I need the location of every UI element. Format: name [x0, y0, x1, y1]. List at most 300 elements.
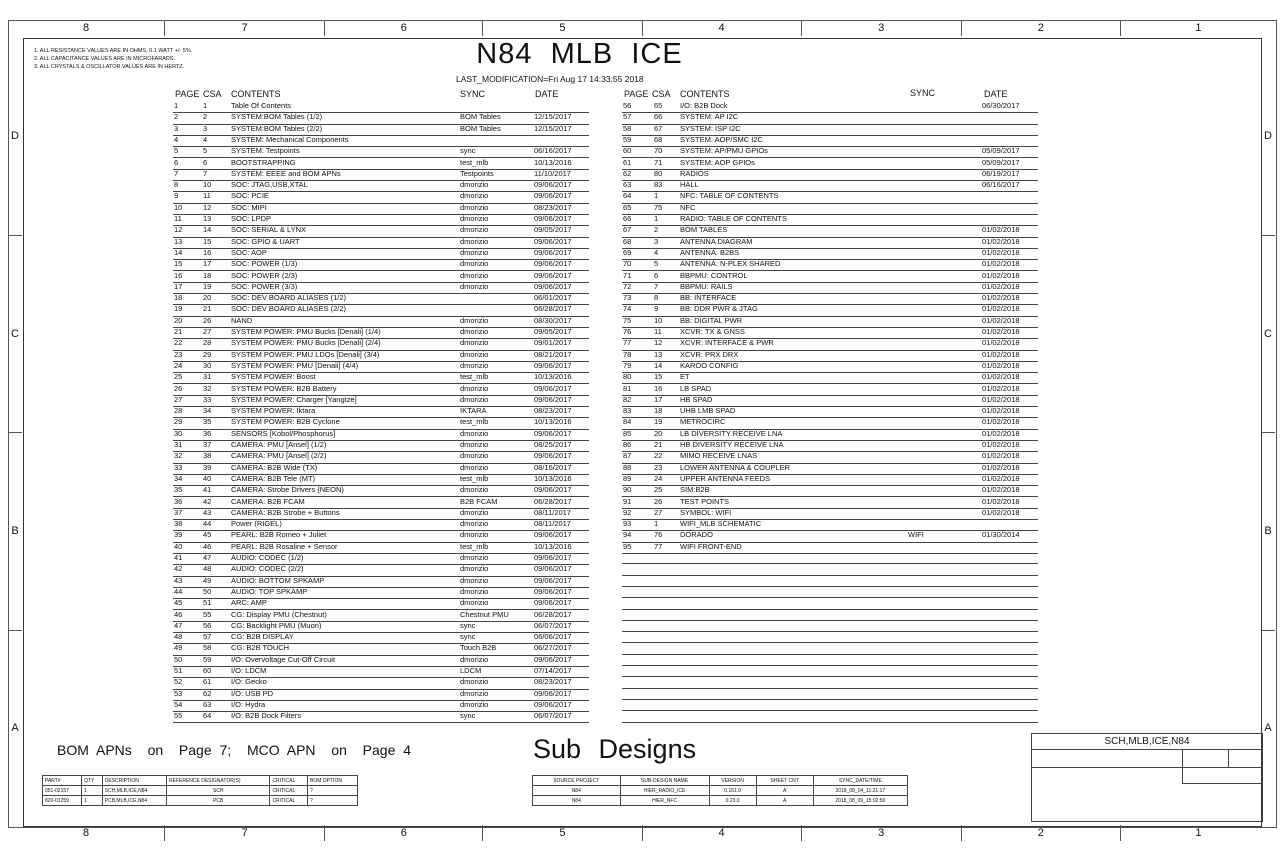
toc-page: 74 [623, 304, 632, 314]
toc-sync: sync [460, 146, 476, 156]
toc-sync: test_mlb [460, 372, 489, 382]
toc-csa: 66 [654, 112, 663, 122]
zone-row-label: B [1261, 433, 1275, 631]
toc-sync: dmorizio [460, 507, 489, 517]
bom-apns-note: BOM APNs on Page 7; MCO APN on Page 4 [57, 742, 412, 758]
toc-contents: BBPMU: CONTROL [680, 270, 748, 280]
toc-page: 88 [623, 462, 632, 472]
toc-sync: sync [460, 632, 476, 642]
bom-table-header [43, 776, 358, 786]
toc-contents: SYSTEM POWER: Iktara [231, 406, 316, 416]
toc-csa: 42 [203, 496, 212, 506]
toc-contents: NAND [231, 315, 253, 325]
cell: SCH [167, 786, 270, 796]
blank-rule [622, 609, 1038, 610]
toc-page: 69 [623, 247, 632, 257]
toc-date: 09/06/2017 [534, 598, 572, 608]
toc-page: 95 [623, 541, 632, 551]
toc-csa: 55 [203, 609, 212, 619]
toc-contents: KAROO CONFIG [680, 360, 739, 370]
toc-sync: Touch B2B [460, 643, 497, 653]
table-row [43, 796, 358, 806]
toc-csa: 75 [654, 202, 663, 212]
toc-date: 09/06/2017 [534, 360, 572, 370]
zone-col-label: 3 [802, 825, 962, 841]
header-sync: SYNC [460, 89, 486, 99]
toc-csa: 17 [203, 259, 212, 269]
toc-contents: WIFI FRONT-END [680, 541, 742, 551]
toc-contents: SYSTEM: Testpoints [231, 146, 300, 156]
toc-date: 01/02/2018 [982, 383, 1020, 393]
title-block-divider [1182, 749, 1183, 767]
toc-date: 09/06/2017 [534, 485, 572, 495]
bom-col-refdes: REFERENCE DESIGNATOR(S) [167, 776, 270, 786]
toc-csa: 1 [654, 191, 659, 201]
note-line: 3. ALL CRYSTALS & OSCILLATOR VALUES ARE IN HERTZ. [34, 64, 185, 70]
toc-csa: 30 [203, 360, 212, 370]
blank-rule [622, 631, 1038, 632]
toc-page: 31 [174, 440, 183, 449]
toc-contents: SYSTEM POWER: PMU LDOs [Denali] (3/4) [231, 349, 380, 359]
blank-rule [622, 676, 1038, 677]
toc-contents: SYSTEM POWER: B2B Cyclone [231, 417, 340, 427]
toc-page: 36 [174, 496, 183, 506]
toc-sync: BOM Tables [460, 112, 501, 122]
toc-contents: SYSTEM:BOM Tables (1/2) [231, 112, 323, 122]
toc-csa: 4 [203, 134, 208, 144]
toc-csa: 28 [203, 338, 212, 348]
toc-page: 89 [623, 473, 632, 483]
toc-page: 12 [174, 225, 183, 235]
blank-rule [622, 597, 1038, 598]
toc-page: 67 [623, 225, 632, 235]
toc-page: 43 [174, 575, 183, 585]
toc-page: 61 [623, 157, 632, 167]
toc-csa: 18 [654, 406, 663, 416]
toc-csa: 34 [203, 406, 212, 416]
toc-csa: 20 [203, 293, 212, 303]
zone-row-label: D [8, 38, 22, 236]
toc-date: 10/13/2016 [534, 157, 572, 167]
toc-date: 09/06/2017 [534, 553, 572, 562]
toc-csa: 10 [203, 180, 212, 190]
toc-contents: RADIO: TABLE OF CONTENTS [680, 214, 787, 223]
toc-sync: dmorizio [460, 519, 489, 529]
toc-csa: 43 [203, 507, 212, 517]
toc-sync: dmorizio [460, 586, 489, 596]
toc-page: 64 [623, 191, 632, 201]
toc-page: 86 [623, 440, 632, 449]
toc-csa: 61 [203, 677, 212, 687]
cell: CRITICAL [270, 796, 308, 806]
toc-page: 35 [174, 485, 183, 495]
toc-contents: SYSTEM: ISP I2C [680, 123, 741, 133]
toc-date: 01/02/2018 [982, 440, 1020, 449]
toc-date: 01/02/2018 [982, 462, 1020, 472]
toc-sync: dmorizio [460, 451, 489, 461]
toc-contents: SYSTEM: EEEE and BOM APNs [231, 168, 341, 178]
toc-csa: 70 [654, 146, 663, 156]
toc-sync: dmorizio [460, 530, 489, 540]
toc-page: 52 [174, 677, 183, 687]
toc-page: 13 [174, 236, 183, 246]
header-page: PAGE [175, 89, 200, 99]
toc-contents: DORADO [680, 530, 713, 540]
cell: PCB,MLB,ICE,N84 [102, 796, 166, 806]
toc-csa: 32 [203, 383, 212, 393]
toc-csa: 20 [654, 428, 663, 438]
toc-page: 66 [623, 214, 632, 223]
toc-page: 85 [623, 428, 632, 438]
toc-contents: BB: INTERFACE [680, 293, 737, 303]
toc-contents: I/O: B2B Dock [680, 101, 728, 110]
toc-sync: sync [460, 711, 476, 721]
toc-contents: I/O: USB PD [231, 688, 274, 698]
toc-sync: dmorizio [460, 553, 489, 562]
toc-contents: TEST POINTS [680, 496, 730, 506]
toc-contents: UPPER ANTENNA FEEDS [680, 473, 771, 483]
toc-contents: NFC [680, 202, 696, 212]
toc-csa: 14 [203, 225, 212, 235]
cell: SCH,MLB,ICE,N84 [102, 786, 166, 796]
toc-page: 41 [174, 553, 183, 562]
toc-csa: 83 [654, 180, 663, 190]
toc-page: 59 [623, 134, 632, 144]
toc-page: 62 [623, 168, 632, 178]
toc-csa: 27 [203, 327, 212, 336]
toc-csa: 11 [203, 191, 211, 201]
toc-csa: 49 [203, 575, 212, 585]
toc-date: 01/02/2018 [982, 394, 1020, 404]
toc-contents: SYMBOL: WIFI [680, 507, 732, 517]
toc-contents: MIMO RECEIVE LNAS [680, 451, 758, 461]
cell: CRITICAL [270, 786, 308, 796]
toc-date: 01/02/2018 [982, 496, 1020, 506]
toc-page: 87 [623, 451, 632, 461]
toc-date: 01/02/2018 [982, 406, 1020, 416]
toc-sync: WIFI [908, 530, 924, 540]
toc-contents: CG: B2B DISPLAY [231, 632, 294, 642]
toc-contents: ANTENNA: N-PLEX SHARED [680, 259, 781, 269]
bom-col-critical: CRITICAL [270, 776, 308, 786]
toc-contents: SOC: JTAG,USB,XTAL [231, 180, 308, 190]
toc-csa: 50 [203, 586, 212, 596]
toc-sync: IKTARA [460, 406, 487, 416]
toc-page: 92 [623, 507, 632, 517]
toc-contents: SYSTEM POWER: B2B Battery [231, 383, 337, 393]
toc-date: 09/05/2017 [534, 327, 572, 336]
toc-page: 15 [174, 259, 183, 269]
toc-page: 55 [174, 711, 183, 721]
toc-date: 09/06/2017 [534, 270, 572, 280]
toc-csa: 71 [654, 157, 663, 167]
toc-csa: 59 [203, 654, 212, 664]
toc-csa: 26 [203, 315, 212, 325]
toc-csa: 14 [654, 360, 663, 370]
toc-page: 46 [174, 609, 183, 619]
blank-rule [622, 620, 1038, 621]
zone-row-label: C [8, 236, 22, 434]
toc-contents: HB SPAD [680, 394, 713, 404]
blank-rule [622, 710, 1038, 711]
toc-page: 2 [174, 112, 179, 122]
toc-csa: 8 [654, 293, 659, 303]
sub-col-sheet: SHEET CNT [756, 776, 813, 786]
sub-table-header [533, 776, 908, 786]
toc-page: 38 [174, 519, 183, 529]
toc-contents: XCVR: INTERFACE & PWR [680, 338, 774, 348]
toc-sync: dmorizio [460, 428, 489, 438]
header-date: DATE [535, 89, 559, 99]
toc-date: 01/02/2018 [982, 293, 1020, 303]
zone-ruler-top [8, 20, 1276, 36]
toc-date: 01/02/2018 [982, 473, 1020, 483]
toc-contents: SOC: GPIO & UART [231, 236, 300, 246]
toc-contents: HB DIVERSITY RECEIVE LNA [680, 440, 784, 449]
toc-date: 06/01/2017 [534, 293, 572, 303]
toc-csa: 3 [654, 236, 659, 246]
toc-page: 68 [623, 236, 632, 246]
toc-contents: BB: DDR PWR & JTAG [680, 304, 758, 314]
toc-page: 18 [174, 293, 183, 303]
toc-csa: 19 [654, 417, 663, 427]
toc-date: 09/06/2017 [534, 191, 572, 201]
zone-col-label: 5 [483, 20, 642, 36]
toc-date: 01/02/2018 [982, 270, 1020, 280]
toc-contents: XCVR: PRX DRX [680, 349, 739, 359]
toc-page: 90 [623, 485, 632, 495]
toc-csa: 44 [203, 519, 212, 529]
toc-contents: I/O: Hydra [231, 699, 266, 709]
zone-col-label: 4 [643, 20, 802, 36]
toc-csa: 65 [654, 101, 663, 110]
zone-col-label: 6 [325, 825, 483, 841]
toc-sync: Testpoints [460, 168, 494, 178]
toc-csa: 21 [654, 440, 663, 449]
toc-csa: 68 [654, 134, 663, 144]
toc-contents: I/O: Overvoltage Cut-Off Circuit [231, 654, 336, 664]
toc-date: 01/02/2018 [982, 338, 1020, 348]
header-contents: CONTENTS [680, 89, 730, 99]
toc-page: 63 [623, 180, 632, 190]
toc-contents: SOC: POWER (1/3) [231, 259, 298, 269]
toc-csa: 48 [203, 564, 212, 574]
toc-contents: CAMERA: B2B FCAM [231, 496, 305, 506]
toc-contents: SOC: MIPI [231, 202, 267, 212]
zone-row-label: C [1261, 236, 1275, 434]
cell: 1 [82, 786, 103, 796]
toc-page: 78 [623, 349, 632, 359]
toc-contents: SYSTEM POWER: Charger [Yangtze] [231, 394, 357, 404]
toc-date: 12/15/2017 [534, 123, 572, 133]
toc-contents: RADIOS [680, 168, 709, 178]
title-block-name: SCH,MLB,ICE,N84 [1032, 734, 1262, 750]
toc-contents: SIM:B2B [680, 485, 710, 495]
toc-page: 26 [174, 383, 183, 393]
toc-date: 08/11/2017 [534, 507, 571, 517]
cell: ? [308, 786, 358, 796]
toc-csa: 35 [203, 417, 212, 427]
toc-page: 79 [623, 360, 632, 370]
toc-sync: dmorizio [460, 383, 489, 393]
toc-csa: 9 [654, 304, 659, 314]
toc-page: 56 [623, 101, 632, 110]
sub-designs-title: Sub Designs [533, 734, 697, 764]
toc-csa: 13 [203, 214, 212, 223]
page-title: N84 MLB ICE [476, 38, 683, 70]
toc-page: 19 [174, 304, 183, 314]
toc-csa: 12 [203, 202, 212, 212]
cell: PCB [167, 796, 270, 806]
toc-csa: 23 [654, 462, 663, 472]
list-item [622, 542, 1038, 554]
cell: ? [308, 796, 358, 806]
toc-contents: NFC: TABLE OF CONTENTS [680, 191, 779, 201]
toc-date: 06/19/2017 [982, 168, 1020, 178]
toc-page: 14 [174, 247, 183, 257]
toc-page: 40 [174, 541, 183, 551]
toc-date: 06/27/2017 [534, 643, 572, 653]
blank-rule [622, 586, 1038, 587]
toc-page: 24 [174, 360, 183, 370]
bom-table [42, 775, 358, 806]
toc-page: 27 [174, 394, 183, 404]
toc-page: 91 [623, 496, 632, 506]
header-page: PAGE [624, 89, 649, 99]
toc-csa: 33 [203, 394, 212, 404]
zone-ruler-right [1261, 38, 1275, 825]
toc-contents: SYSTEM: Mechanical Components [231, 134, 349, 144]
header-sync: SYNC [910, 88, 936, 98]
toc-date: 09/06/2017 [534, 236, 572, 246]
toc-csa: 58 [203, 643, 212, 653]
toc-date: 09/06/2017 [534, 530, 572, 540]
cell: 1 [82, 796, 103, 806]
toc-date: 01/02/2018 [982, 417, 1020, 427]
toc-csa: 4 [654, 247, 659, 257]
toc-page: 47 [174, 620, 183, 630]
last-modification: LAST_MODIFICATION=Fri Aug 17 14:33:55 2018 [456, 74, 644, 84]
toc-date: 08/21/2017 [534, 349, 572, 359]
toc-page: 71 [623, 270, 632, 280]
toc-sync: dmorizio [460, 598, 489, 608]
toc-page: 25 [174, 372, 183, 382]
zone-col-label: 6 [325, 20, 483, 36]
toc-page: 80 [623, 372, 632, 382]
toc-contents: SYSTEM: AOP GPIOs [680, 157, 755, 167]
blank-rule [622, 654, 1038, 655]
toc-page: 42 [174, 564, 183, 574]
zone-col-label: 3 [802, 20, 962, 36]
toc-contents: SOC: AOP [231, 247, 267, 257]
toc-date: 09/06/2017 [534, 281, 572, 291]
toc-csa: 2 [654, 225, 659, 235]
toc-contents: CAMERA: B2B Strobe + Buttons [231, 507, 340, 517]
toc-csa: 41 [203, 485, 212, 495]
toc-page: 45 [174, 598, 183, 608]
zone-col-label: 4 [643, 825, 802, 841]
toc-page: 16 [174, 270, 183, 280]
toc-page: 58 [623, 123, 632, 133]
title-block [1031, 733, 1263, 822]
bom-col-description: DESCRIPTION [102, 776, 166, 786]
toc-date: 01/02/2018 [982, 327, 1020, 336]
toc-sync: dmorizio [460, 349, 489, 359]
toc-contents: CAMERA: B2B Tele (MT) [231, 473, 316, 483]
header-contents: CONTENTS [231, 89, 281, 99]
toc-contents: SYSTEM POWER: PMU [Denali] (4/4) [231, 360, 359, 370]
toc-contents: WIFI_MLB SCHEMATIC [680, 519, 762, 529]
cell: 0.23.0 [709, 796, 756, 806]
toc-csa: 64 [203, 711, 212, 721]
toc-date: 06/30/2017 [982, 101, 1020, 110]
toc-date: 09/06/2017 [534, 394, 572, 404]
toc-date: 09/06/2017 [534, 180, 572, 190]
toc-csa: 38 [203, 451, 212, 461]
blank-rule [622, 575, 1038, 576]
toc-sync: dmorizio [460, 270, 489, 280]
toc-date: 08/16/2017 [534, 462, 572, 472]
toc-contents: BOOTSTRAPPING [231, 157, 296, 167]
toc-csa: 6 [654, 270, 659, 280]
toc-contents: I/O: B2B Dock Filters [231, 711, 302, 721]
cell: N84 [533, 786, 621, 796]
bom-col-option: BOM OPTION [308, 776, 358, 786]
toc-sync: dmorizio [460, 247, 489, 257]
zone-col-label: 7 [165, 825, 325, 841]
toc-page: 73 [623, 293, 632, 303]
toc-csa: 7 [654, 281, 659, 291]
blank-rule [622, 665, 1038, 666]
zone-col-label: 8 [8, 825, 165, 841]
toc-csa: 56 [203, 620, 212, 630]
cell: N84 [533, 796, 621, 806]
toc-sync: dmorizio [460, 575, 489, 585]
toc-csa: 63 [203, 699, 212, 709]
toc-csa: 76 [654, 530, 663, 540]
toc-page: 23 [174, 349, 183, 359]
toc-csa: 57 [203, 632, 212, 642]
toc-date: 09/06/2017 [534, 699, 572, 709]
table-row [533, 786, 908, 796]
table-row [43, 786, 358, 796]
toc-sync: dmorizio [460, 225, 489, 235]
toc-date: 01/02/2018 [982, 304, 1020, 314]
toc-page: 94 [623, 530, 632, 540]
toc-sync: Chestnut PMU [460, 609, 509, 619]
zone-col-label: 1 [1195, 827, 1202, 839]
toc-sync: dmorizio [460, 485, 489, 495]
toc-page: 34 [174, 473, 183, 483]
toc-csa: 5 [654, 259, 659, 269]
toc-csa: 80 [654, 168, 663, 178]
toc-contents: SYSTEM: AP/PMU GPIOs [680, 146, 768, 156]
toc-sync: test_mlb [460, 541, 489, 551]
title-block-row [1182, 767, 1263, 784]
toc-page: 57 [623, 112, 632, 122]
toc-date: 06/28/2017 [534, 496, 572, 506]
toc-contents: SENSORS [Kobol/Phosphorus] [231, 428, 336, 438]
toc-contents: SOC: DEV BOARD ALIASES (2/2) [231, 304, 347, 314]
toc-page: 9 [174, 191, 179, 201]
toc-page: 49 [174, 643, 183, 653]
toc-date: 01/02/2018 [982, 360, 1020, 370]
toc-contents: CG: B2B TOUCH [231, 643, 290, 653]
toc-date: 06/16/2017 [534, 146, 572, 156]
toc-contents: ANTENNA DIAGRAM [680, 236, 753, 246]
zone-ruler-bottom [8, 825, 1276, 841]
toc-date: 09/06/2017 [534, 586, 572, 596]
